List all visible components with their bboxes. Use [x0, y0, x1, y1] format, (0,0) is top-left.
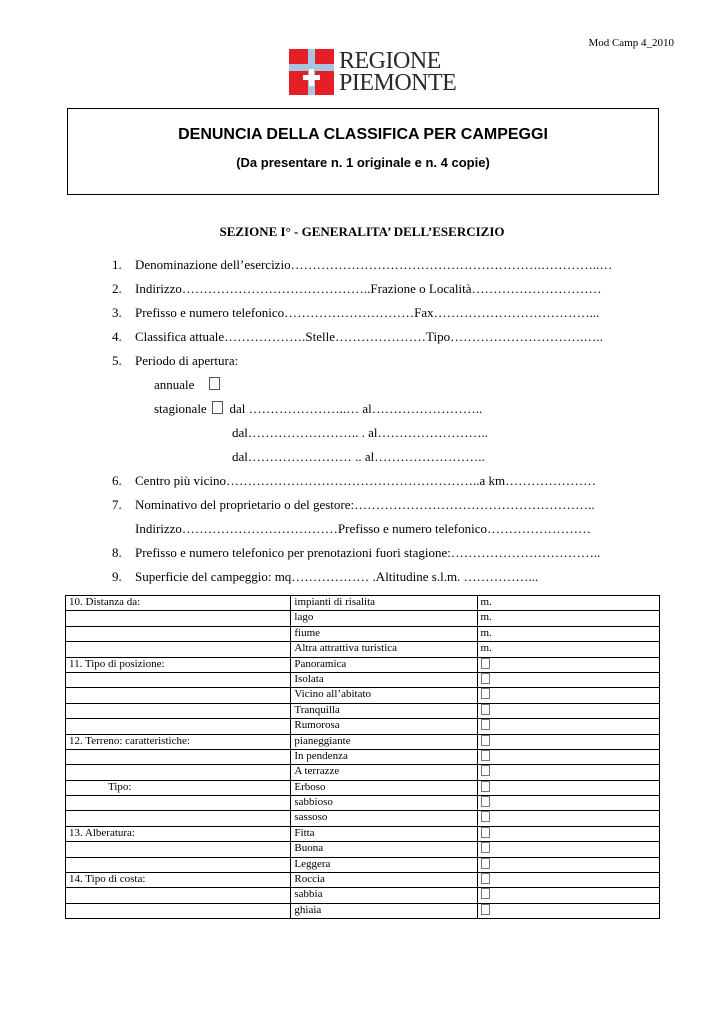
row-option: Vicino all’abitato [291, 688, 477, 703]
row-option: pianeggiante [291, 734, 477, 749]
line-8[interactable]: 8. Prefisso e numero telefonico per prenotazioni fuori stagione:…………………………….. [112, 545, 601, 560]
line-4[interactable]: 4. Classifica attuale……………….Stelle…………………Tipo………………………….….. [112, 329, 603, 344]
table-row [66, 688, 660, 703]
row-value [477, 719, 660, 734]
row-heading [66, 611, 291, 626]
annuale-checkbox[interactable] [209, 377, 220, 390]
row-heading [66, 719, 291, 734]
row-option: ghiaia [291, 903, 477, 918]
row-option: fiume [291, 626, 477, 641]
row-value: m. [477, 642, 660, 657]
line-6[interactable]: 6. Centro più vicino…………………………………………………..a km………………… [112, 473, 597, 488]
row-value: m. [477, 626, 660, 641]
row-heading [66, 796, 291, 811]
row-value [477, 903, 660, 918]
checkbox-icon[interactable] [481, 858, 490, 869]
checkbox-icon[interactable] [481, 658, 490, 669]
row-value [477, 672, 660, 687]
row-option: impianti di risalita [291, 596, 477, 611]
row-heading [66, 888, 291, 903]
line-7b[interactable]: Indirizzo………………………………Prefisso e numero telefonico…………………… [135, 521, 592, 536]
checkbox-icon[interactable] [481, 719, 490, 730]
row-option: Roccia [291, 873, 477, 888]
row-heading [66, 842, 291, 857]
table-row [66, 703, 660, 718]
row-option: sabbioso [291, 796, 477, 811]
period-3[interactable]: dal…………………… .. al…………………….. [232, 449, 485, 464]
row-option: Altra attrattiva turistica [291, 642, 477, 657]
row-heading [66, 749, 291, 764]
row-value [477, 842, 660, 857]
table-row [66, 903, 660, 918]
row-option: Buona [291, 842, 477, 857]
row-option: Panoramica [291, 657, 477, 672]
stagionale-checkbox[interactable] [212, 401, 223, 414]
row-option: Tranquilla [291, 703, 477, 718]
row-heading [66, 672, 291, 687]
logo-line1: REGIONE [339, 48, 441, 74]
row-value [477, 857, 660, 872]
row-heading [66, 626, 291, 641]
form-subtitle: (Da presentare n. 1 originale e n. 4 copie) [236, 155, 490, 170]
checkbox-icon[interactable] [481, 811, 490, 822]
checkbox-icon[interactable] [481, 873, 490, 884]
checkbox-icon[interactable] [481, 673, 490, 684]
line-5: 5. Periodo di apertura: [112, 353, 239, 368]
form-code: Mod Camp 4_2010 [588, 37, 674, 49]
checkbox-icon[interactable] [481, 796, 490, 807]
checkbox-icon[interactable] [481, 704, 490, 715]
line-7[interactable]: 7. Nominativo del proprietario o del gestore:……………………………………………….. [112, 497, 595, 512]
row-value [477, 811, 660, 826]
row-option: sabbia [291, 888, 477, 903]
logo-line2: PIEMONTE [339, 70, 457, 96]
checkbox-icon[interactable] [481, 781, 490, 792]
row-value [477, 888, 660, 903]
table-row [66, 796, 660, 811]
checkbox-icon[interactable] [481, 765, 490, 776]
checkbox-icon[interactable] [481, 750, 490, 761]
form-title: DENUNCIA DELLA CLASSIFICA PER CAMPEGGI [178, 126, 548, 143]
checkbox-icon[interactable] [481, 688, 490, 699]
table-row [66, 672, 660, 687]
row-heading [66, 811, 291, 826]
table-row [66, 734, 660, 749]
line-3[interactable]: 3. Prefisso e numero telefonico…………………………Fax………………………………... [112, 305, 600, 320]
row-option: Isolata [291, 672, 477, 687]
row-option: Erboso [291, 780, 477, 795]
row-heading: 13. Alberatura: [66, 826, 291, 841]
table-row [66, 642, 660, 657]
row-heading: 14. Tipo di costa: [66, 873, 291, 888]
line-1[interactable]: 1. Denominazione dell’esercizio………………………………………………….…………..… [112, 257, 613, 272]
row-value [477, 703, 660, 718]
table-row [66, 780, 660, 795]
row-heading: 11. Tipo di posizione: [66, 657, 291, 672]
row-heading: Tipo: [66, 780, 291, 795]
table-row [66, 765, 660, 780]
row-heading [66, 765, 291, 780]
row-option: In pendenza [291, 749, 477, 764]
table-row [66, 873, 660, 888]
checkbox-icon[interactable] [481, 904, 490, 915]
checkbox-icon[interactable] [481, 827, 490, 838]
row-value [477, 734, 660, 749]
title-box [67, 108, 659, 195]
row-heading: 12. Terreno: caratteristiche: [66, 734, 291, 749]
row-heading [66, 903, 291, 918]
characteristics-table [65, 595, 660, 919]
row-option: Leggera [291, 857, 477, 872]
row-heading [66, 703, 291, 718]
table-row [66, 857, 660, 872]
period-2[interactable]: dal…………………….. . al…………………….. [232, 425, 489, 440]
row-value [477, 873, 660, 888]
row-value [477, 826, 660, 841]
row-option: Fitta [291, 826, 477, 841]
row-value [477, 780, 660, 795]
table-row [66, 749, 660, 764]
row-heading [66, 688, 291, 703]
checkbox-icon[interactable] [481, 888, 490, 899]
row-heading [66, 642, 291, 657]
section-heading: SEZIONE I° - GENERALITA’ DELL’ESERCIZIO [219, 224, 505, 239]
row-heading [66, 857, 291, 872]
table-row [66, 719, 660, 734]
row-value [477, 688, 660, 703]
row-value: m. [477, 611, 660, 626]
emblem-icon [289, 49, 334, 95]
table-row [66, 626, 660, 641]
row-option: sassoso [291, 811, 477, 826]
table-row [66, 611, 660, 626]
row-value: m. [477, 596, 660, 611]
regione-piemonte-logo [289, 48, 457, 99]
table-row [66, 826, 660, 841]
row-value [477, 657, 660, 672]
row-option: Rumorosa [291, 719, 477, 734]
table-row [66, 596, 660, 611]
option-stagionale[interactable]: stagionale dal …………………..… al…………………….. [154, 401, 483, 416]
line-9[interactable]: 9. Superficie del campeggio: mq……………… .Altitudine s.l.m. ……………... [112, 569, 539, 584]
row-heading: 10. Distanza da: [66, 596, 291, 611]
row-option: A terrazze [291, 765, 477, 780]
table-row [66, 657, 660, 672]
row-option: lago [291, 611, 477, 626]
row-value [477, 796, 660, 811]
row-value [477, 749, 660, 764]
line-2[interactable]: 2. Indirizzo……………………………………..Frazione o Località………………………… [112, 281, 602, 296]
row-value [477, 765, 660, 780]
option-annuale[interactable]: annuale [154, 376, 220, 394]
checkbox-icon[interactable] [481, 735, 490, 746]
table-row [66, 842, 660, 857]
table-row [66, 888, 660, 903]
checkbox-icon[interactable] [481, 842, 490, 853]
table-row [66, 811, 660, 826]
